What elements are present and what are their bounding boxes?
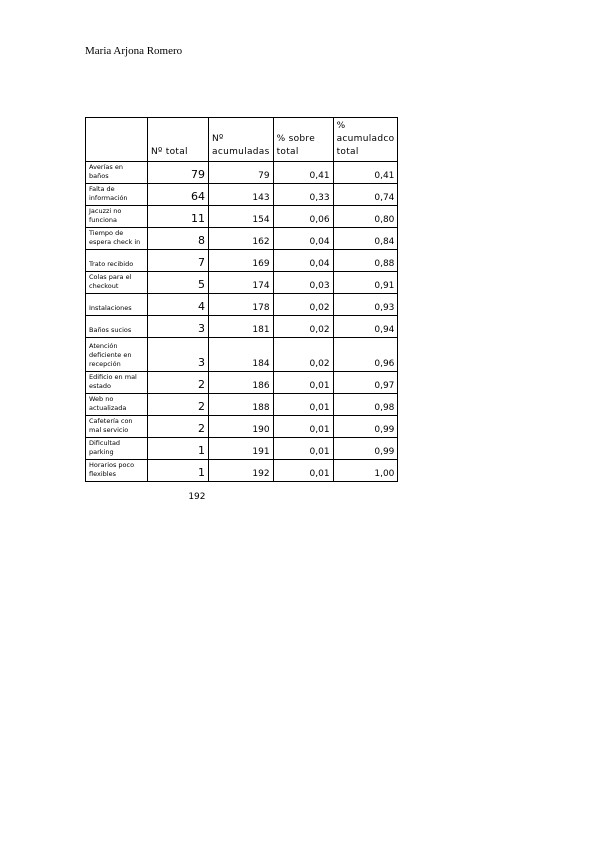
percent-accumulated-cell: 0,93 xyxy=(333,294,398,316)
accumulated-cell: 154 xyxy=(209,206,274,228)
percent-accumulated-cell: 0,97 xyxy=(333,372,398,394)
header-percent-total: % sobre total xyxy=(273,118,333,162)
author-name: Maria Arjona Romero xyxy=(85,45,183,57)
sum-spacer xyxy=(209,482,274,504)
percent-cell: 0,02 xyxy=(273,338,333,372)
percent-cell: 0,06 xyxy=(273,206,333,228)
percent-cell: 0,01 xyxy=(273,394,333,416)
percent-cell: 0,33 xyxy=(273,184,333,206)
percent-accumulated-cell: 0,74 xyxy=(333,184,398,206)
accumulated-cell: 191 xyxy=(209,438,274,460)
accumulated-cell: 192 xyxy=(209,460,274,482)
table-row xyxy=(86,272,398,294)
cause-cell: Dificultad parking xyxy=(86,438,148,460)
accumulated-cell: 184 xyxy=(209,338,274,372)
table-row xyxy=(86,250,398,272)
sum-spacer xyxy=(86,482,148,504)
percent-cell: 0,01 xyxy=(273,416,333,438)
percent-cell: 0,04 xyxy=(273,228,333,250)
table-row xyxy=(86,438,398,460)
total-cell: 5 xyxy=(148,272,209,294)
total-cell: 11 xyxy=(148,206,209,228)
total-cell: 8 xyxy=(148,228,209,250)
header-percent-accumulated: % acumuladco total xyxy=(333,118,398,162)
percent-accumulated-cell: 0,94 xyxy=(333,316,398,338)
sum-row xyxy=(86,482,398,504)
percent-cell: 0,02 xyxy=(273,316,333,338)
accumulated-cell: 181 xyxy=(209,316,274,338)
accumulated-cell: 178 xyxy=(209,294,274,316)
total-cell: 79 xyxy=(148,162,209,184)
percent-accumulated-cell: 0,96 xyxy=(333,338,398,372)
total-cell: 3 xyxy=(148,338,209,372)
table-row xyxy=(86,206,398,228)
percent-accumulated-cell: 0,91 xyxy=(333,272,398,294)
total-cell: 2 xyxy=(148,372,209,394)
total-cell: 7 xyxy=(148,250,209,272)
table-row xyxy=(86,294,398,316)
table-row xyxy=(86,460,398,482)
cause-cell: Averías en baños xyxy=(86,162,148,184)
accumulated-cell: 169 xyxy=(209,250,274,272)
sum-spacer xyxy=(333,482,398,504)
accumulated-cell: 188 xyxy=(209,394,274,416)
cause-cell: Cafetería con mal servicio xyxy=(86,416,148,438)
cause-cell: Falta de información xyxy=(86,184,148,206)
table-row xyxy=(86,184,398,206)
cause-cell: Horarios poco flexibles xyxy=(86,460,148,482)
total-cell: 64 xyxy=(148,184,209,206)
sum-total-cell: 192 xyxy=(188,491,206,502)
cause-cell: Colas para el checkout xyxy=(86,272,148,294)
cause-cell: Jacuzzi no funciona xyxy=(86,206,148,228)
sum-spacer xyxy=(273,482,333,504)
table-row xyxy=(86,316,398,338)
total-cell: 3 xyxy=(148,316,209,338)
percent-cell: 0,01 xyxy=(273,372,333,394)
percent-cell: 0,01 xyxy=(273,438,333,460)
percent-accumulated-cell: 1,00 xyxy=(333,460,398,482)
total-cell: 2 xyxy=(148,394,209,416)
table-row xyxy=(86,372,398,394)
cause-cell: Trato recibido xyxy=(86,250,148,272)
cause-cell: Edificio en mal estado xyxy=(86,372,148,394)
accumulated-cell: 143 xyxy=(209,184,274,206)
percent-cell: 0,04 xyxy=(273,250,333,272)
percent-accumulated-cell: 0,99 xyxy=(333,438,398,460)
table-row xyxy=(86,416,398,438)
percent-cell: 0,02 xyxy=(273,294,333,316)
cause-cell: Tiempo de espera check in xyxy=(86,228,148,250)
percent-cell: 0,03 xyxy=(273,272,333,294)
header-accumulated: Nº acumuladas xyxy=(209,118,274,162)
accumulated-cell: 79 xyxy=(209,162,274,184)
percent-accumulated-cell: 0,84 xyxy=(333,228,398,250)
pareto-table xyxy=(85,117,398,504)
percent-accumulated-cell: 0,80 xyxy=(333,206,398,228)
table-row xyxy=(86,162,398,184)
table-row xyxy=(86,228,398,250)
accumulated-cell: 190 xyxy=(209,416,274,438)
accumulated-cell: 174 xyxy=(209,272,274,294)
cause-cell: Atención deficiente en recepción xyxy=(86,338,148,372)
percent-accumulated-cell: 0,98 xyxy=(333,394,398,416)
total-cell: 4 xyxy=(148,294,209,316)
percent-accumulated-cell: 0,99 xyxy=(333,416,398,438)
table-row xyxy=(86,394,398,416)
cause-cell: Baños sucios xyxy=(86,316,148,338)
header-corner xyxy=(86,118,148,162)
percent-cell: 0,01 xyxy=(273,460,333,482)
accumulated-cell: 162 xyxy=(209,228,274,250)
percent-cell: 0,41 xyxy=(273,162,333,184)
percent-accumulated-cell: 0,41 xyxy=(333,162,398,184)
total-cell: 1 xyxy=(148,438,209,460)
table-row xyxy=(86,338,398,372)
percent-accumulated-cell: 0,88 xyxy=(333,250,398,272)
total-cell: 1 xyxy=(148,460,209,482)
total-cell: 2 xyxy=(148,416,209,438)
table-header-row xyxy=(86,118,398,162)
accumulated-cell: 186 xyxy=(209,372,274,394)
header-total: Nº total xyxy=(148,118,209,162)
cause-cell: Web no actualizada xyxy=(86,394,148,416)
cause-cell: Instalaciones xyxy=(86,294,148,316)
